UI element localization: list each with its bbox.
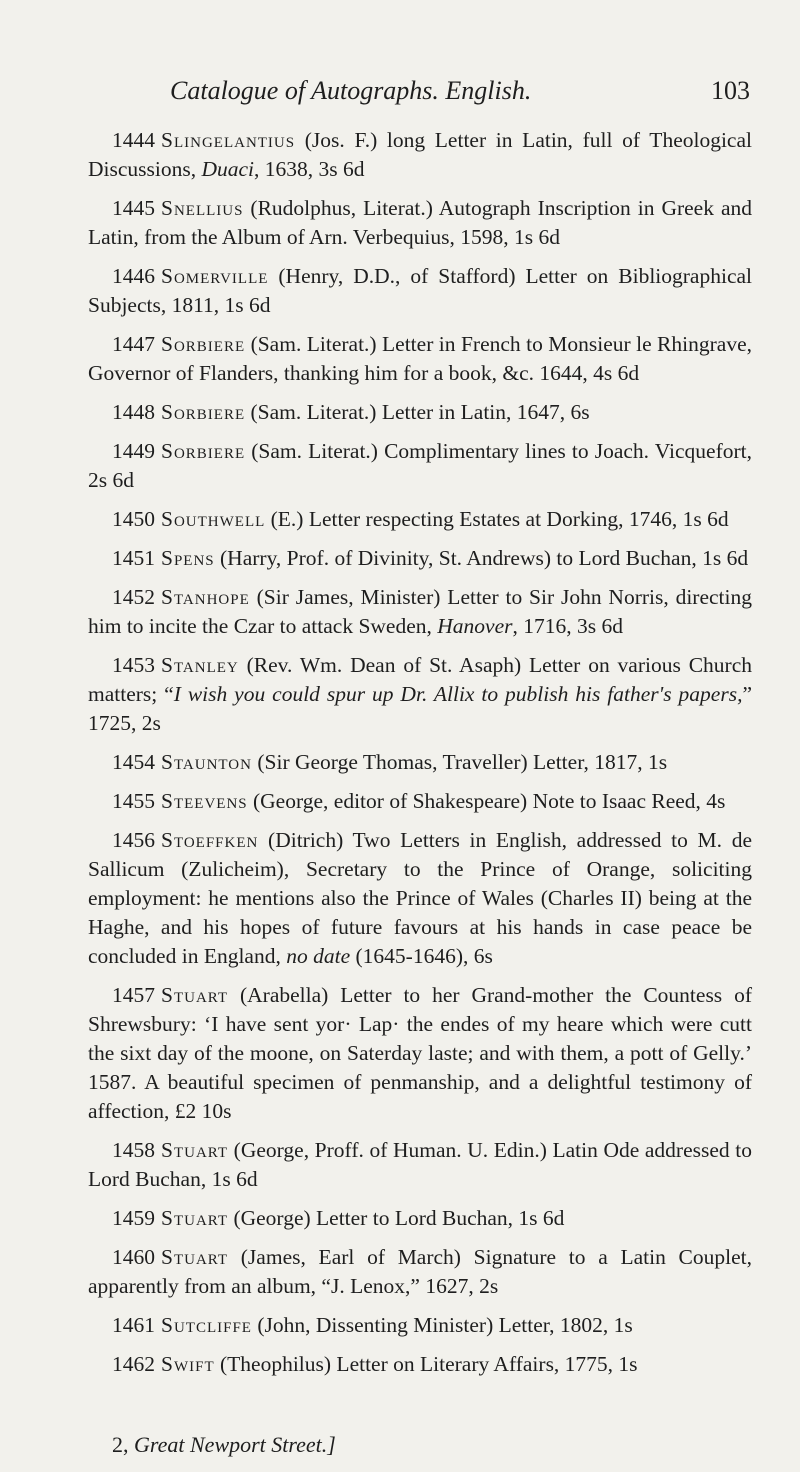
catalogue-entry (88, 1243, 752, 1301)
entry-name: Sutcliffe (161, 1313, 252, 1337)
catalogue-entry (88, 194, 752, 252)
entry-description: (Sir James, Minister) Letter to Sir John Norris, directing him to incite the Czar to attack Sweden, (88, 585, 752, 638)
entry-description: (George, Proff. of Human. U. Edin.) Latin Ode addressed to Lord Buchan, 1s 6d (88, 1138, 752, 1191)
entry-italic-text: no date (286, 944, 351, 968)
entry-name: Stuart (161, 1138, 229, 1162)
catalogue-entry (88, 126, 752, 184)
entry-description: (Rudolphus, Literat.) Autograph Inscription in Greek and Latin, from the Album of Arn. Verbequius, 1598, 1s 6d (88, 196, 752, 249)
entry-number: 1461 (112, 1313, 155, 1337)
entry-name: Stanhope (161, 585, 250, 609)
entry-number: 1448 (112, 400, 155, 424)
entry-number: 1455 (112, 789, 155, 813)
entry-name: Stuart (161, 1206, 229, 1230)
catalogue-entry (88, 505, 752, 534)
entry-description: (John, Dissenting Minister) Letter, 1802, 1s (251, 1313, 633, 1337)
entry-number: 1447 (112, 332, 155, 356)
entry-description: (Jos. F.) long Letter in Latin, full of Theological Discussions, (88, 128, 752, 181)
address-number: 2, (112, 1432, 134, 1457)
running-header (170, 76, 750, 116)
entry-italic-text: Duaci (201, 157, 255, 181)
entry-name: Stuart (161, 1245, 229, 1269)
catalogue-entry (88, 330, 752, 388)
entry-name: Snellius (161, 196, 244, 220)
entry-name: Slingelantius (161, 128, 296, 152)
entry-name: Stanley (161, 653, 239, 677)
entry-description: (Sam. Literat.) Complimentary lines to Joach. Vicquefort, 2s 6d (88, 439, 752, 492)
entry-description: (Ditrich) Two Letters in English, addressed to M. de Sallicum (Zulicheim), Secretary to the Prince of Orange, soliciting employment: he mentions also the Prince of Wales (Charles II) being at the Haghe, and his hopes of future favours at his hands in case peace be concluded in England, (88, 828, 752, 968)
entry-number: 1450 (112, 507, 155, 531)
entry-number: 1449 (112, 439, 155, 463)
entry-italic-text: Hanover (437, 614, 513, 638)
catalogue-entry (88, 787, 752, 816)
entry-number: 1446 (112, 264, 155, 288)
entry-description: (Sir George Thomas, Traveller) Letter, 1817, 1s (251, 750, 668, 774)
entry-description: (Henry, D.D., of Stafford) Letter on Bibliographical Subjects, 1811, 1s 6d (88, 264, 752, 317)
entry-number: 1452 (112, 585, 155, 609)
catalogue-entry (88, 981, 752, 1126)
entry-name: Somerville (161, 264, 269, 288)
entry-description: ” 1725, 2s (88, 682, 752, 735)
catalogue-entry (88, 262, 752, 320)
entry-name: Stoeffken (161, 828, 259, 852)
header-title: Catalogue of Autographs. English. (170, 76, 532, 105)
publisher-address (112, 1432, 336, 1458)
catalogue-entry (88, 583, 752, 641)
entry-italic-text: I wish you could spur up Dr. Allix to publish his father's papers, (173, 682, 743, 706)
catalogue-entry (88, 1350, 752, 1379)
catalogue-entry (88, 1136, 752, 1194)
entry-description: , 1638, 3s 6d (254, 157, 365, 181)
entry-description: (E.) Letter respecting Estates at Dorking, 1746, 1s 6d (265, 507, 729, 531)
address-street: Great Newport Street.] (134, 1432, 336, 1457)
catalogue-entry (88, 544, 752, 573)
catalogue-entry (88, 398, 752, 427)
entry-description: (1645-1646), 6s (350, 944, 493, 968)
entry-description: (George, editor of Shakespeare) Note to Isaac Reed, 4s (247, 789, 726, 813)
entry-name: Southwell (161, 507, 266, 531)
entry-description: (Sam. Literat.) Letter in French to Monsieur le Rhingrave, Governor of Flanders, thanking him for a book, &c. 1644, 4s 6d (88, 332, 752, 385)
entry-number: 1460 (112, 1245, 155, 1269)
entry-name: Staunton (161, 750, 252, 774)
entry-number: 1458 (112, 1138, 155, 1162)
entry-name: Sorbiere (161, 439, 246, 463)
entry-number: 1445 (112, 196, 155, 220)
entry-description: (James, Earl of March) Signature to a Latin Couplet, apparently from an album, “J. Lenox,” 1627, 2s (88, 1245, 752, 1298)
entry-number: 1462 (112, 1352, 155, 1376)
entry-number: 1451 (112, 546, 155, 570)
entry-name: Spens (161, 546, 215, 570)
entry-description: (Theophilus) Letter on Literary Affairs, 1775, 1s (214, 1352, 638, 1376)
entry-number: 1444 (112, 128, 155, 152)
entry-name: Swift (161, 1352, 215, 1376)
entry-number: 1459 (112, 1206, 155, 1230)
entry-name: Sorbiere (161, 400, 246, 424)
entry-name: Sorbiere (161, 332, 246, 356)
entry-list (88, 126, 752, 1389)
entry-description: (Rev. Wm. Dean of St. Asaph) Letter on various Church matters; “ (88, 653, 752, 706)
catalogue-entry (88, 748, 752, 777)
entry-number: 1454 (112, 750, 155, 774)
catalogue-entry (88, 826, 752, 971)
entry-number: 1457 (112, 983, 155, 1007)
page-number: 103 (711, 76, 750, 105)
catalogue-entry (88, 1204, 752, 1233)
catalogue-entry (88, 651, 752, 738)
entry-description: (George) Letter to Lord Buchan, 1s 6d (228, 1206, 565, 1230)
catalogue-entry (88, 1311, 752, 1340)
entry-description: (Sam. Literat.) Letter in Latin, 1647, 6s (245, 400, 590, 424)
entry-description: (Arabella) Letter to her Grand-mother the Countess of Shrewsbury: ‘I have sent yor· Lap· the endes of my heare which were cutt the sixt day of the moone, on Saterday laste; and with them, a pott of Gelly.’ 1587. A beautiful specimen of penmanship, and a delightful testimony of affection, £2 10s (88, 983, 752, 1123)
entry-name: Stuart (161, 983, 229, 1007)
entry-number: 1453 (112, 653, 155, 677)
catalogue-entry (88, 437, 752, 495)
entry-name: Steevens (161, 789, 248, 813)
entry-number: 1456 (112, 828, 155, 852)
entry-description: , 1716, 3s 6d (512, 614, 624, 638)
entry-description: (Harry, Prof. of Divinity, St. Andrews) to Lord Buchan, 1s 6d (214, 546, 749, 570)
